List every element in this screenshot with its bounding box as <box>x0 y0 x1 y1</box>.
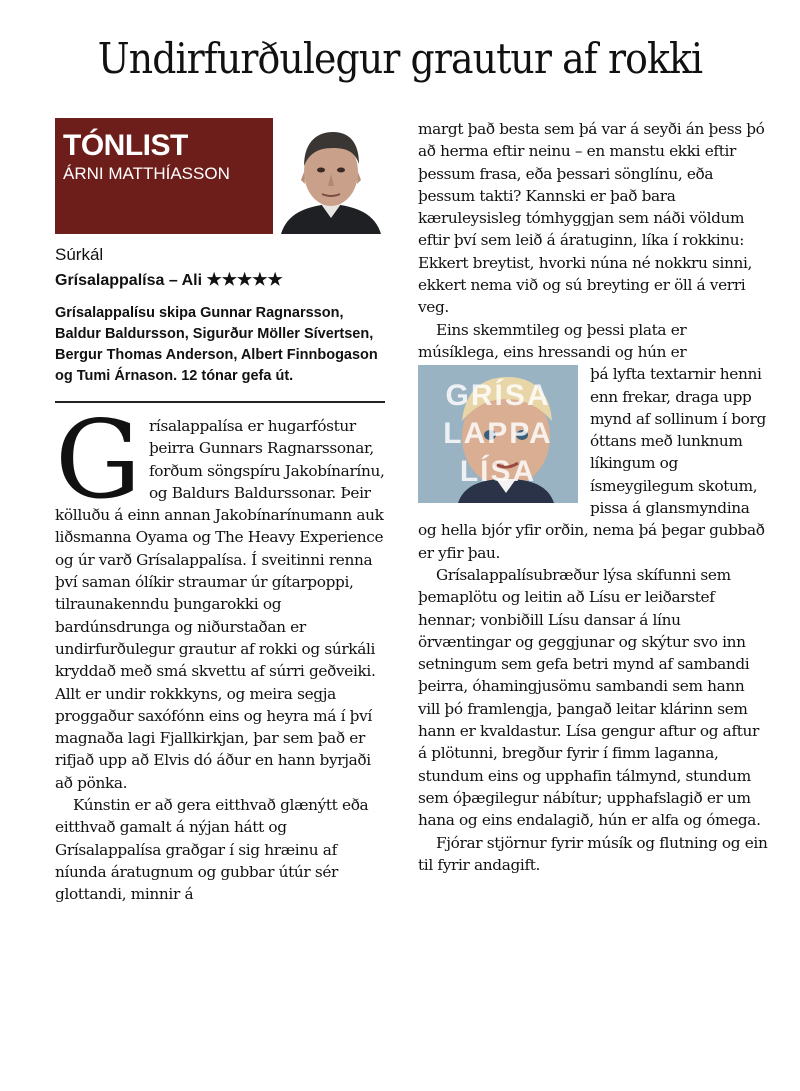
star-rating-icon: ★★★★★ <box>206 270 283 289</box>
artist-rating <box>55 268 385 293</box>
left-column <box>55 118 385 906</box>
headline: Undirfurðulegur grautur af rokki <box>97 34 703 83</box>
article-paragraph-5: Fjórar stjörnur fyrir músík og flutning og ein til fyrir andagift. <box>418 833 768 874</box>
cover-lettering: LAPPA <box>443 417 553 451</box>
article-paragraph-2: Kúnstin er að gera eitthvað glænýtt eða eitthvað gamalt á nýjan hátt og Grísalappalísa graðgar í sig hræinu af níunda áratugnum og gubbar útúr sér glottandi, minnir á <box>55 796 369 904</box>
category-label: TÓNLIST <box>63 129 188 162</box>
article-paragraph-1 <box>55 398 385 794</box>
album-credits: Grísalappalísu skipa Gunnar Ragnarsson, Baldur Baldursson, Sigurður Möller Sívertsen, Bergur Thomas Anderson, Albert Finnbogason og Tumi Árnason. 12 tónar gefa út. <box>55 305 378 384</box>
article-paragraph-2-continued: margt það besta sem þá var á seyði án þess þó að herma eftir neinu – en manstu ekki eftir þessum frasa, eða þessari sönglínu, eða þessum takti? Kannski er það bara kæruleysisleg tómhyggjan sem náði völdum eftir því sem leið á áratuginn, líka í rokkinu: Ekkert breytist, hvorki núna né nokkru sinni, ekkert nema við og sú breyting er öll á verri veg. <box>418 120 765 317</box>
cover-lettering: GRÍSA <box>445 379 551 413</box>
column-2-text <box>418 118 768 876</box>
paragraph-3-text-continued: þá lyfta textarnir henni enn frekar, draga upp mynd af sollinum í borg óttans með lunknum líkingum og ísmeygilegum skotum, pissa á glansmyndina og hella bjór yfir orðin, nema þá þegar gubbað er yfir þau. <box>418 365 766 562</box>
article-paragraph-3 <box>418 319 768 564</box>
album-cover-image <box>418 365 578 503</box>
column-banner <box>55 118 385 234</box>
paragraph-3-text: Eins skemmtileg og þessi plata er músíklega, eins hressandi og hún er <box>418 320 687 361</box>
right-column <box>418 118 768 876</box>
paragraph-1-text: rísalappalísa er hugarfóstur þeirra Gunnars Ragnarssonar, forðum söngspíru Jakobínarínu, og Baldurs Baldurssonar. Þeir kölluðu á einn annan Jakobínarínumann auk liðsmanna Oyama og The Heavy Experience og úr varð Grísalappalísa. Í sveitinni renna því saman ólíkir straumar úr gítarpoppi, tilraunakenndu þungarokki og bardúnsdrunga og niðurstaðan er undirfurðulegur grautur af rokki og súrkáli kryddað með smá skvettu af súrri geðveiki. Allt er undir rokkkyns, og meira segja proggaður saxófónn eins og heyra má í því magnaða lagi Fjallkirkjan, þar sem það er rifjað upp að Elvis dó áður en hann byrjaði að pönka. <box>55 417 385 792</box>
cover-lettering: LÍSA <box>459 455 537 489</box>
drop-cap: G <box>55 398 141 523</box>
album-title: Súrkál <box>55 245 104 264</box>
article-paragraph-4: Grísalappalísubræður lýsa skífunni sem þemaplötu og leitin að Lísu er leiðarstef hennar; vonbiðill Lísu dansar á línu örvæntingar og geggjunar og skýtur svo inn setningum sem gefa betri mynd af sambandi þeirra, óhamingjusömu sambandi sem hann vill þó framlengja, þangað leitar klárinn sem hann er kvaldastur. Lísa gengur aftur og aftur á plötunni, bregður fyrir í fimm laganna, stundum eins og upphafin tálmynd, stundum sem óþægilegur nábítur; upphafslagið er um hana og eins endalagið, hún er alfa og ómega. <box>418 565 761 830</box>
artist-label: Grísalappalísa – Ali <box>55 272 203 289</box>
author-name: ÁRNI MATTHÍASSON <box>63 164 230 183</box>
author-portrait <box>277 118 385 234</box>
category-box <box>55 118 273 234</box>
